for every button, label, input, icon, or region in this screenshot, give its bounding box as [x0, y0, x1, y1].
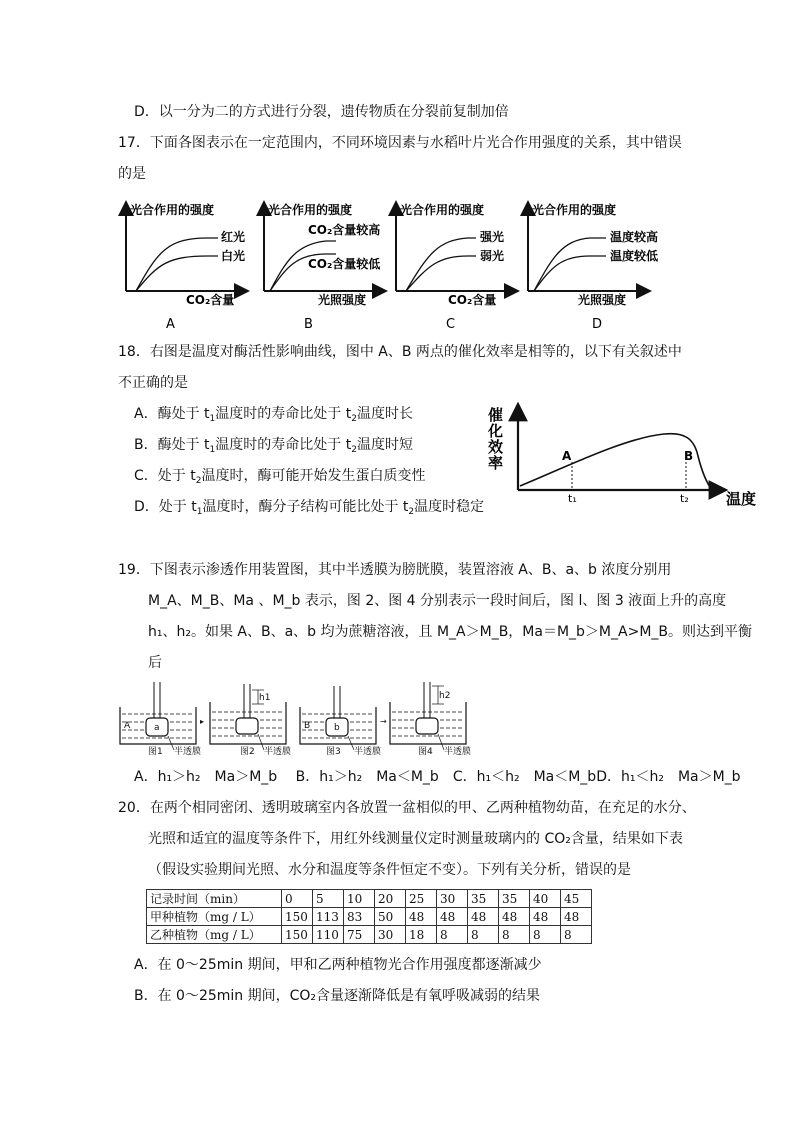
t2-label: t₂ — [680, 492, 689, 505]
fig4-label: 图4 — [418, 747, 433, 757]
graph-b-ylabel: 光合作用的强度 — [268, 203, 353, 217]
table-row: 甲种植物（mg / L） 150 113 83 50 48 48 48 48 48 48 — [147, 908, 592, 926]
graph-a-ylabel: 光合作用的强度 — [130, 203, 215, 217]
q18-stem-line1: 18．右图是温度对酶活性影响曲线，图中 A、B 两点的催化效率是相等的，以下有关叙述中 — [118, 344, 682, 360]
graph-a-letter: A — [166, 317, 175, 332]
graph-d — [528, 202, 659, 332]
graph-a — [126, 202, 246, 332]
ylabel-char-4: 率 — [488, 454, 504, 472]
q18-option-c: C．处于 $t_2$温度时，酶可能开始发生蛋白质变性 — [134, 468, 426, 486]
table-row: 乙种植物（mg / L） 150 110 75 30 18 8 8 8 8 8 — [147, 926, 592, 944]
ylabel-char-2: 化 — [488, 422, 504, 440]
label-B: B — [304, 721, 311, 731]
q16-option-d: D．以一分为二的方式进行分裂，遗传物质在分裂前复制加倍 — [134, 104, 509, 120]
graph-b-letter: B — [304, 317, 313, 332]
svg-text:▸: ▸ — [200, 717, 205, 726]
q18-stem-line2: 不正确的是 — [118, 375, 188, 391]
q17-stem-line2: 的是 — [118, 166, 146, 182]
ylabel-char-3: 效 — [488, 438, 504, 456]
graph-b-lower-label: CO₂含量较低 — [308, 257, 381, 271]
label-A: A — [124, 721, 131, 731]
label-h2: h2 — [439, 691, 451, 701]
fig2-membrane: 半透膜 — [264, 747, 292, 757]
fig4-membrane: 半透膜 — [444, 747, 472, 757]
fig4-apparatus — [390, 682, 471, 757]
point-b-label: B — [684, 449, 694, 463]
graph-a-upper-label: 红光 — [221, 230, 246, 244]
table-row: 记录时间（min） 0 5 10 20 25 30 35 35 40 45 — [147, 890, 592, 908]
label-b: b — [334, 723, 340, 733]
label-h1: h1 — [259, 693, 271, 703]
graph-d-ylabel: 光合作用的强度 — [532, 203, 617, 217]
q17-graphs — [118, 196, 664, 336]
fig3-label: 图3 — [326, 747, 341, 757]
t1-label: t₁ — [568, 492, 577, 505]
graph-c-letter: C — [446, 317, 456, 332]
q17-stem-line1: 17．下面各图表示在一定范围内，不同环境因素与水稻叶片光合作用强度的关系，其中错误 — [118, 135, 682, 151]
graph-c-xlabel: CO₂含量 — [448, 293, 497, 307]
svg-text:→: → — [380, 717, 387, 726]
graph-c-upper-label: 强光 — [480, 230, 505, 244]
q20-option-b: B．在 0～25min 期间，CO₂含量逐渐降低是有氧呼吸减弱的结果 — [134, 988, 541, 1004]
graph-c-ylabel: 光合作用的强度 — [400, 203, 485, 217]
graph-a-lower-label: 白光 — [221, 249, 246, 263]
fig1-label: 图1 — [148, 747, 163, 757]
q20-option-a: A．在 0～25min 期间，甲和乙两种植物光合作用强度都逐渐减少 — [134, 957, 542, 973]
q19-line3: h₁、h₂。如果 A、B、a、b 均为蔗糖溶液，且 M_A＞M_B，Ma＝M_b＞M_A>M_B。则达到平衡 — [148, 624, 753, 640]
q20-line3: （假设实验期间光照、水分和温度等条件恒定不变）。下列有关分析，错误的是 — [148, 862, 631, 878]
q18-option-a: A．酶处于 $t_1$温度时的寿命比处于 $t_2$温度时长 — [134, 406, 413, 424]
fig1-membrane: 半透膜 — [174, 747, 202, 757]
q19-osmosis-figure — [118, 682, 488, 760]
graph-b-upper-label: CO₂含量较高 — [308, 223, 381, 237]
graph-b-xlabel: 光照强度 — [318, 293, 367, 307]
q18-option-b: B．酶处于 $t_1$温度时的寿命比处于 $t_2$温度时短 — [134, 437, 413, 455]
q18-option-d: D．处于 $t_1$温度时，酶分子结构可能比处于 $t_2$温度时稳定 — [134, 499, 485, 517]
graph-a-xlabel: CO₂含量 — [186, 293, 235, 307]
graph-d-xlabel: 光照强度 — [578, 293, 627, 307]
q19-options: A．h₁＞h₂ Ma＞M_b B．h₁＞h₂ Ma＜M_b C．h₁＜h₂ Ma＜M_bD．h₁＜h₂ Ma＞M_b — [134, 769, 741, 785]
fig2-label: 图2 — [240, 747, 255, 757]
q20-line1: 20．在两个相同密闭、透明玻璃室内各放置一盆相似的甲、乙两种植物幼苗，在充足的水分、 — [118, 800, 696, 816]
q19-line4: 后 — [148, 655, 162, 671]
graph-d-lower-label: 温度较低 — [610, 249, 659, 263]
graph-c — [396, 202, 516, 332]
xlabel-temperature: 温度 — [726, 490, 757, 508]
graph-b — [264, 202, 384, 332]
fig3-apparatus — [300, 686, 381, 757]
graph-d-letter: D — [592, 317, 603, 332]
q20-co2-table — [146, 889, 592, 944]
fig1-apparatus — [120, 682, 201, 757]
fig3-membrane: 半透膜 — [354, 747, 382, 757]
point-a-label: A — [562, 449, 572, 463]
fig2-apparatus — [210, 684, 291, 757]
label-a: a — [154, 723, 160, 733]
ylabel-char-1: 催 — [488, 406, 504, 424]
q19-line1: 19．下图表示渗透作用装置图，其中半透膜为膀胱膜，装置溶液 A、B、a、b 浓度分别用 — [118, 562, 672, 578]
graph-c-lower-label: 弱光 — [480, 249, 505, 263]
q20-line2: 光照和适宜的温度等条件下，用红外线测量仪定时测量玻璃内的 CO₂含量，结果如下表 — [148, 831, 683, 847]
graph-d-upper-label: 温度较高 — [610, 230, 659, 244]
q19-line2: M_A、M_B、Ma 、M_b 表示，图 2、图 4 分别表示一段时间后，图 l、图 3 液面上升的高度 — [148, 593, 727, 609]
q18-enzyme-graph — [484, 398, 774, 520]
